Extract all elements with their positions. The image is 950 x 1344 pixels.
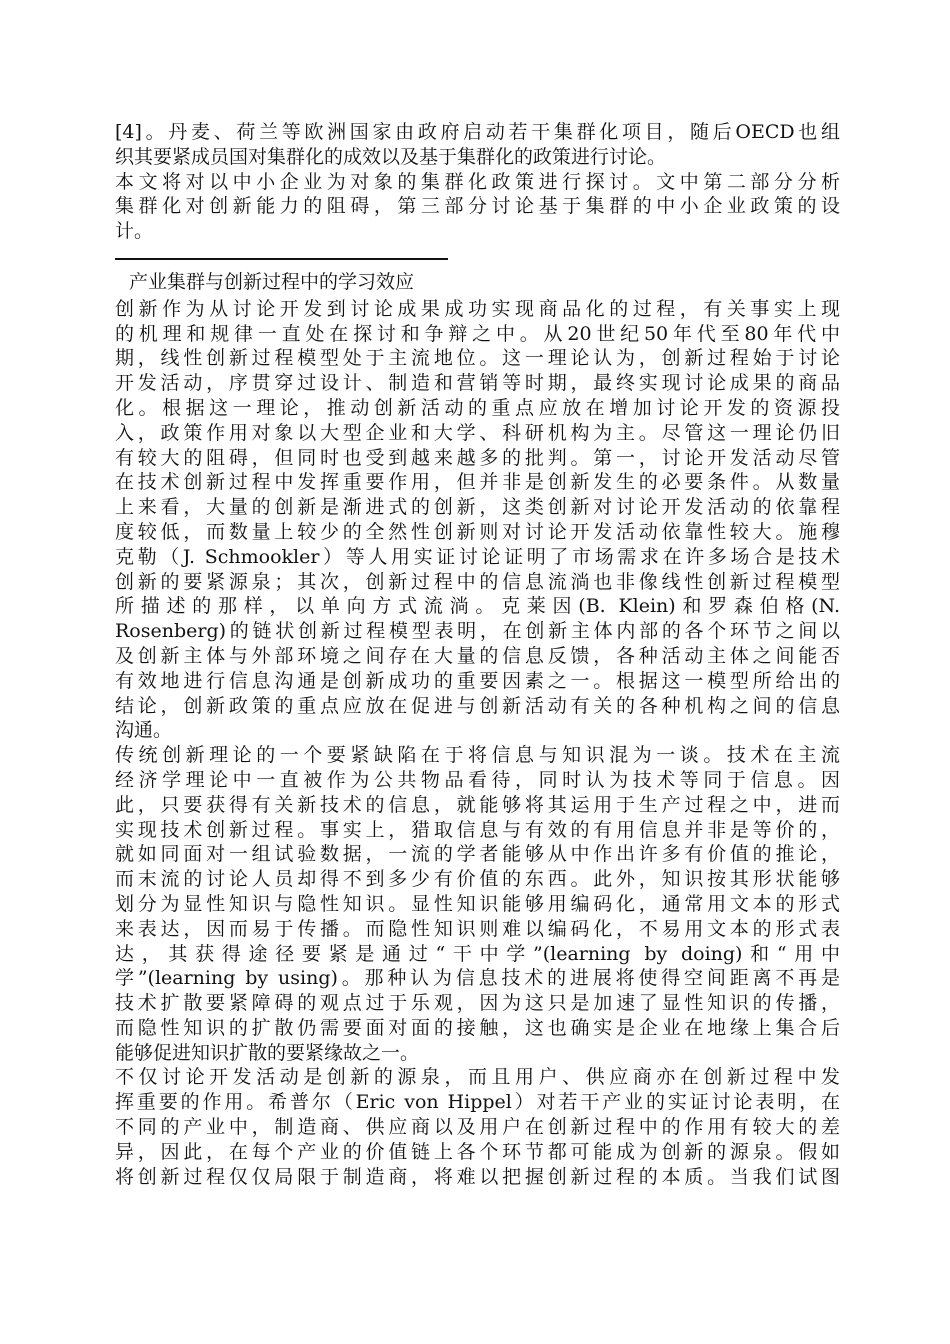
text-line: 异，因此，在每个产业的价值链上各个环节都可能成为创新的源泉。假如: [115, 1140, 840, 1163]
text-line: 实现技术创新过程。事实上，猎取信息与有效的有用信息并非是等价的，: [115, 818, 840, 841]
text-line: 集群化对创新能力的阻碍，第三部分讨论基于集群的中小企业政策的设: [115, 195, 840, 218]
text-line: 将创新过程仅仅局限于制造商，将难以把握创新过程的本质。当我们试图: [115, 1165, 840, 1188]
text-line: 此，只要获得有关新技术的信息，就能够将其运用于生产过程之中，进而: [115, 793, 840, 816]
text-line: 而隐性知识的扩散仍需要面对面的接触，这也确实是企业在地缘上集合后: [115, 1016, 840, 1039]
text-line: 创新的要紧源泉；其次，创新过程中的信息流淌也非像线性创新过程模型: [115, 570, 840, 593]
section-title: 产业集群与创新过程中的学习效应: [129, 270, 415, 293]
text-line: 学”(learning by using)。那种认为信息技术的进展将使得空间距离不再是: [115, 967, 840, 990]
text-line: [4]。丹麦、荷兰等欧洲国家由政府启动若干集群化项目，随后OECD也组: [115, 121, 840, 143]
text-line: 划分为显性知识与隐性知识。显性知识能够用编码化，通常用文本的形式: [115, 892, 840, 915]
text-line: 本文将对以中小企业为对象的集群化政策进行探讨。文中第二部分分析: [115, 170, 840, 193]
text-line: 克勒（J. Schmookler）等人用实证讨论证明了市场需求在许多场合是技术: [115, 545, 840, 568]
text-line: 在技术创新过程中发挥重要作用，但并非是创新发生的必要条件。从数量: [115, 471, 840, 494]
text-line: 度较低，而数量上较少的全然性创新则对讨论开发活动依靠性较大。施穆: [115, 520, 840, 543]
body-paragraph-3: [115, 1065, 840, 1189]
text-line: 挥重要的作用。希普尔（Eric von Hippel）对若干产业的实证讨论表明，在: [115, 1091, 840, 1114]
text-line: 经济学理论中一直被作为公共物品看待，同时认为技术等同于信息。因: [115, 768, 840, 791]
text-line: 创新作为从讨论开发到讨论成果成功实现商品化的过程，有关事实上现: [115, 297, 840, 320]
document-page: [115, 120, 840, 1189]
text-line: 织其要紧成员国对集群化的成效以及基于集群化的政策进行讨论。: [115, 145, 667, 168]
text-line: 结论，创新政策的重点应放在促进与创新活动有关的各种机构之间的信息: [115, 694, 840, 717]
text-line: 来表达，因而易于传播。而隐性知识则难以编码化，不易用文本的形式表: [115, 917, 840, 940]
text-line: 而末流的讨论人员却得不到多少有价值的东西。此外，知识按其形状能够: [115, 868, 840, 891]
intro-paragraph: [115, 120, 840, 244]
text-line: 入，政策作用对象以大型企业和大学、科研机构为主。尽管这一理论仍旧: [115, 421, 840, 444]
body-paragraph-1: [115, 297, 840, 743]
text-line: 不仅讨论开发活动是创新的源泉，而且用户、供应商亦在创新过程中发: [115, 1066, 840, 1089]
text-line: 期，线性创新过程模型处于主流地位。这一理论认为，创新过程始于讨论: [115, 347, 840, 370]
text-line: 的机理和规律一直处在探讨和争辩之中。从20世纪50年代至80年代中: [115, 322, 840, 345]
text-line: 传统创新理论的一个要紧缺陷在于将信息与知识混为一谈。技术在主流: [115, 744, 840, 767]
text-line: 开发活动，序贯穿过设计、制造和营销等时期，最终实现讨论成果的商品: [115, 372, 840, 395]
body-paragraph-2: [115, 743, 840, 1065]
text-line: 不同的产业中，制造商、供应商以及用户在创新过程中的作用有较大的差: [115, 1116, 840, 1139]
text-line: 所描述的那样，以单向方式流淌。克莱因(B. Klein)和罗森伯格(N.: [115, 595, 840, 618]
text-line: 就如同面对一组试验数据，一流的学者能够从中作出许多有价值的推论，: [115, 843, 840, 866]
text-line: 上来看，大量的创新是渐进式的创新，这类创新对讨论开发活动的依靠程: [115, 496, 840, 519]
text-line: 技术扩散要紧障碍的观点过于乐观，因为这只是加速了显性知识的传播，: [115, 992, 840, 1015]
section-divider: [115, 258, 448, 260]
text-line: 有较大的阻碍，但同时也受到越来越多的批判。第一，讨论开发活动尽管: [115, 446, 840, 469]
text-line: Rosenberg)的链状创新过程模型表明，在创新主体内部的各个环节之间以: [115, 620, 840, 643]
text-line: 及创新主体与外部环境之间存在大量的信息反馈，各种活动主体之间能否: [115, 644, 840, 667]
text-line: 达，其获得途径要紧是通过“干中学”(learning by doing)和“用中: [115, 942, 840, 965]
text-line: 计。: [115, 220, 154, 243]
text-line: 沟通。: [115, 719, 173, 742]
text-line: 化。根据这一理论，推动创新活动的重点应放在增加讨论开发的资源投: [115, 396, 840, 419]
text-line: 能够促进知识扩散的要紧缘故之一。: [115, 1041, 420, 1064]
text-line: 有效地进行信息沟通是创新成功的重要因素之一。根据这一模型所给出的: [115, 669, 840, 692]
